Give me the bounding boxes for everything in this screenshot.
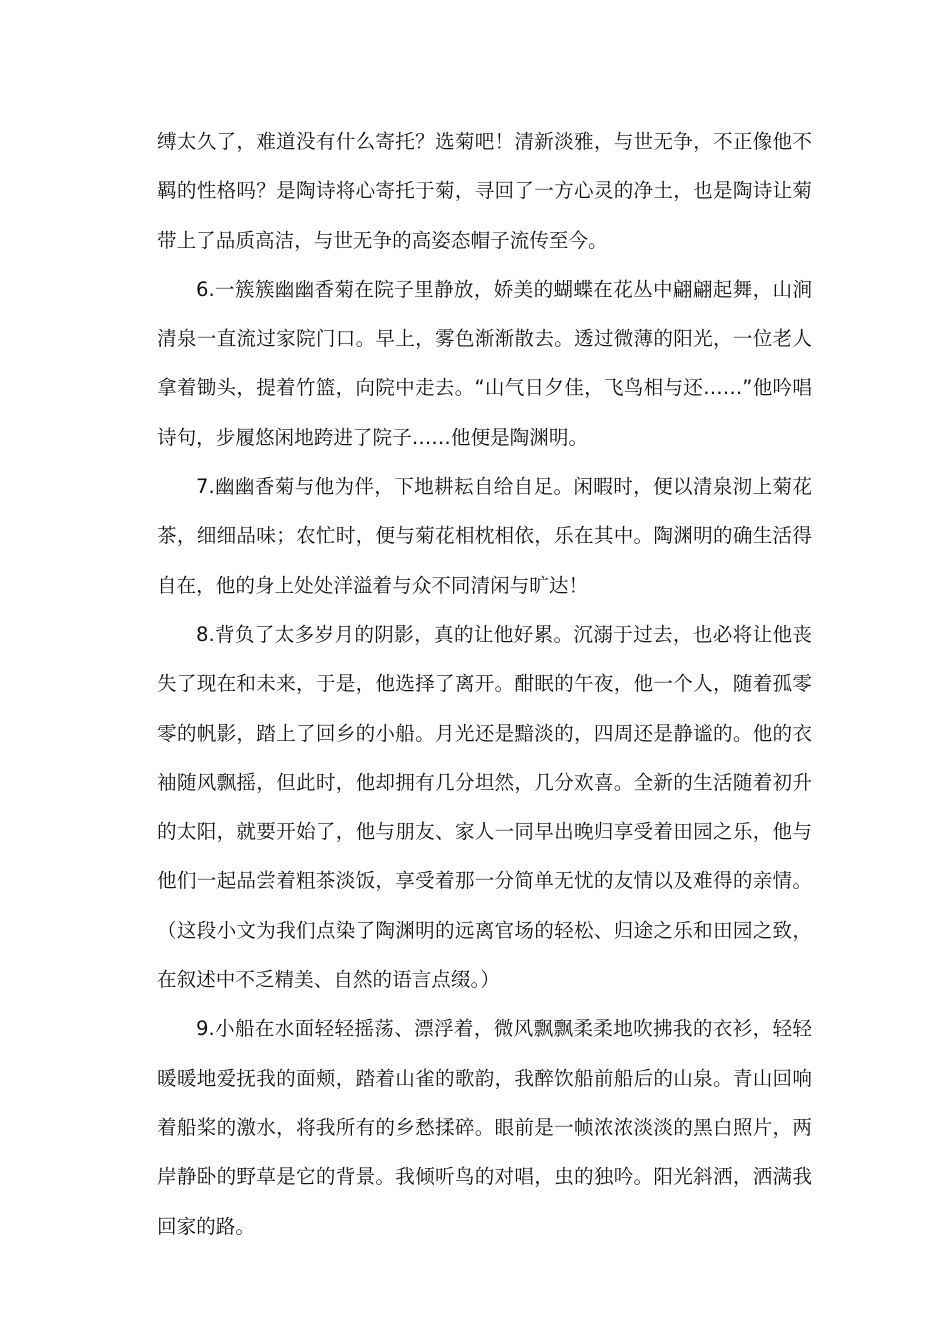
paragraph-7: 7.幽幽香菊与他为伴，下地耕耘自给自足。闲暇时，便以清泉沏上菊花茶，细细品味；农忙时，便与菊花相枕相依，乐在其中。陶渊明的确生活得自在，他的身上处处洋溢着与众不同清闲与旷达！ [157,475,812,597]
paragraph-8: 8.背负了太多岁月的阴影，真的让他好累。沉溺于过去，也必将让他丧失了现在和未来，于是，他选择了离开。酣眠的午夜，他一个人，随着孤零零的帆影，踏上了回乡的小船。月光还是黯淡的，四周还是静谧的。他的衣袖随风飘摇，但此时，他却拥有几分坦然，几分欢喜。全新的生活随着初升的太阳，就要开始了，他与朋友、家人一同早出晚归享受着田园之乐，他与他们一起品尝着粗茶淡饭，享受着那一分简单无忧的友情以及难得的亲情。（这段小文为我们点染了陶渊明的远离官场的轻松、归途之乐和田园之致，在叙述中不乏精美、自然的语言点缀。） [157,622,812,992]
paragraph-6: 6.一簇簇幽幽香菊在院子里静放，娇美的蝴蝶在花丛中翩翩起舞，山涧清泉一直流过家院门口。早上，雾色渐渐散去。透过微薄的阳光，一位老人拿着锄头，提着竹篮，向院中走去。“山气日夕佳，飞鸟相与还……”他吟唱诗句，步履悠闲地跨进了院子……他便是陶渊明。 [157,277,812,449]
document-body [157,117,812,1251]
paragraph-continuation: 缚太久了，难道没有什么寄托？选菊吧！清新淡雅，与世无争，不正像他不羁的性格吗？是陶诗将心寄托于菊，寻回了一方心灵的净土，也是陶诗让菊带上了品质高洁，与世无争的高姿态帽子流传至今。 [157,130,812,252]
paragraph-9: 9.小船在水面轻轻摇荡、漂浮着，微风飘飘柔柔地吹拂我的衣衫，轻轻暖暖地爱抚我的面颊，踏着山雀的歌韵，我醉饮船前船后的山泉。青山回响着船桨的激水，将我所有的乡愁揉碎。眼前是一帧浓浓淡淡的黑白照片，两岸静卧的野草是它的背景。我倾听鸟的对唱，虫的独吟。阳光斜洒，洒满我回家的路。 [157,1017,812,1238]
